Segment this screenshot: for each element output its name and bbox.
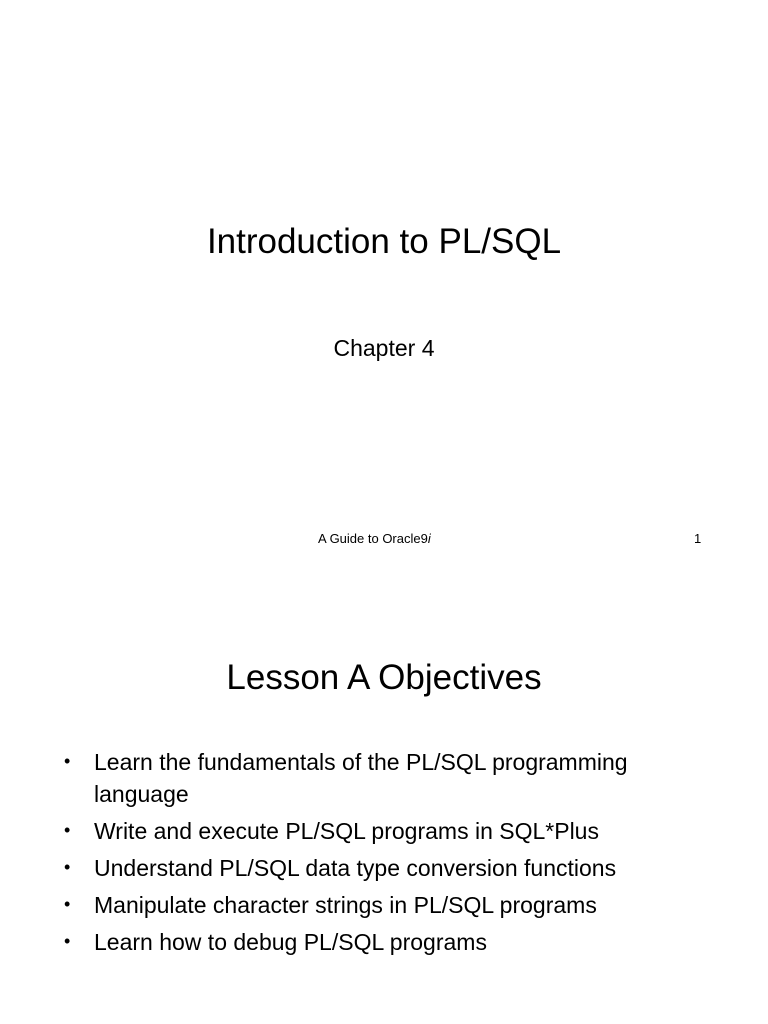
bullet-text: Learn the fundamentals of the PL/SQL programming language — [94, 749, 628, 807]
bullet-icon: • — [64, 931, 71, 951]
slide-title: Introduction to PL/SQL — [206, 222, 562, 261]
bullet-icon: • — [64, 751, 71, 771]
list-item — [0, 889, 704, 921]
list-item — [0, 926, 704, 958]
bullet-list — [0, 746, 704, 963]
bullet-text: Understand PL/SQL data type conversion functions — [94, 855, 617, 881]
bullet-text: Learn how to debug PL/SQL programs — [94, 929, 487, 955]
bullet-text: Manipulate character strings in PL/SQL programs — [94, 892, 597, 918]
slide-title: Lesson A Objectives — [226, 658, 542, 697]
footer-text: A Guide to Oracle9 — [318, 531, 428, 546]
slide-subtitle: Chapter 4 — [333, 335, 435, 361]
bullet-text: Write and execute PL/SQL programs in SQL*Plus — [94, 818, 599, 844]
page-number: 1 — [694, 531, 702, 546]
list-item — [0, 746, 704, 810]
bullet-icon: • — [64, 820, 71, 840]
slide-footer — [318, 530, 431, 548]
footer-italic-suffix: i — [427, 531, 431, 546]
bullet-icon: • — [64, 894, 71, 914]
list-item — [0, 815, 704, 847]
slide-objectives — [0, 576, 768, 1024]
list-item — [0, 852, 704, 884]
bullet-icon: • — [64, 857, 71, 877]
